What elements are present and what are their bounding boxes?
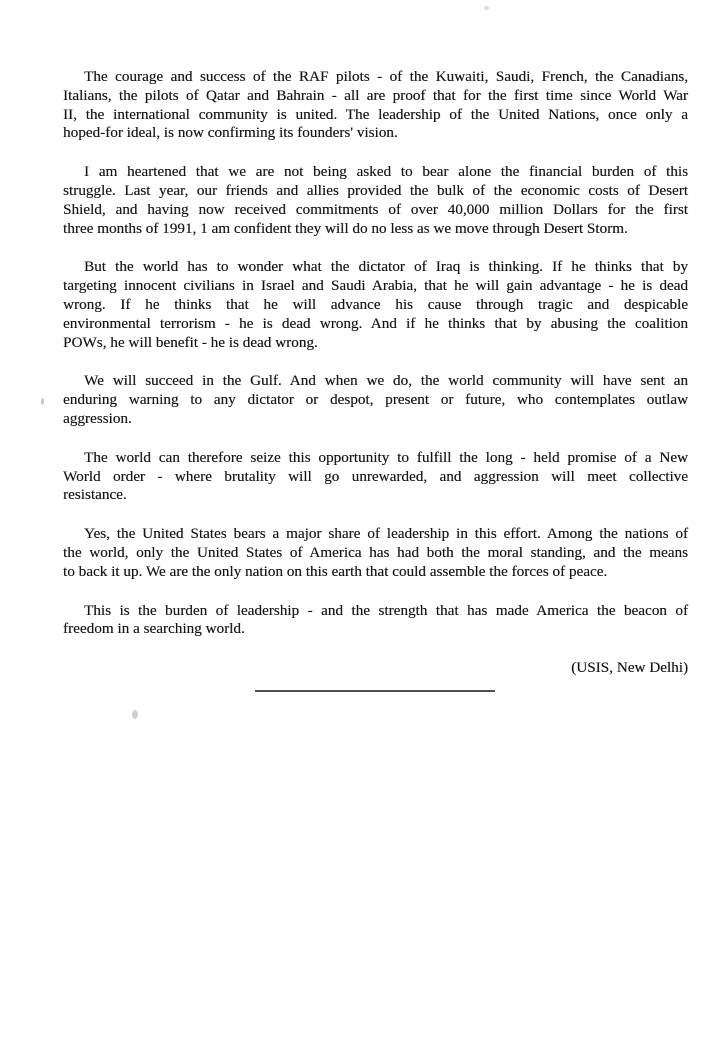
text-line: to back it up. We are the only nation on this earth that could assemble the forces of peace. (63, 562, 608, 580)
text-line: hoped-for ideal, is now confirming its founders' vision. (63, 124, 398, 142)
text-line: But the world has to wonder what the dictator of Iraq is thinking. If he thinks that by (84, 258, 688, 276)
paragraph-6 (63, 525, 688, 581)
text-line: struggle. Last year, our friends and allies provided the bulk of the economic costs of Desert (63, 181, 688, 199)
text-line: wrong. If he thinks that he will advance his cause through tragic and despicable (63, 295, 688, 313)
paragraph-7 (63, 602, 688, 640)
text-line: I am heartened that we are not being asked to bear alone the financial burden of this (84, 163, 688, 181)
text-line: aggression. (63, 409, 132, 427)
text-line: resistance. (63, 486, 127, 504)
text-block (63, 68, 688, 692)
paragraph-1 (63, 68, 688, 143)
scan-speck-top (484, 6, 489, 10)
text-line: enduring warning to any dictator or despot, present or future, who contemplates outlaw (63, 391, 688, 409)
text-line: The world can therefore seize this opportunity to fulfill the long - held promise of a New (84, 448, 688, 466)
text-line: three months of 1991, 1 am confident they will do no less as we move through Desert Storm. (63, 219, 628, 237)
text-line: II, the international community is united. The leadership of the United Nations, once only a (63, 105, 688, 123)
attribution: (USIS, New Delhi) (571, 659, 688, 677)
text-line: This is the burden of leadership - and the strength that has made America the beacon of (84, 601, 688, 619)
text-line: The courage and success of the RAF pilots - of the Kuwaiti, Saudi, French, the Canadians, (84, 68, 688, 85)
text-line: environmental terrorism - he is dead wrong. And if he thinks that by abusing the coalition (63, 314, 688, 332)
text-line: freedom in a searching world. (63, 620, 245, 638)
text-line: POWs, he will benefit - he is dead wrong. (63, 333, 318, 351)
text-line: Shield, and having now received commitments of over 40,000 million Dollars for the first (63, 200, 688, 218)
scan-speck-margin (41, 398, 44, 405)
text-line: targeting innocent civilians in Israel and Saudi Arabia, that he will gain advantage - he is dead (63, 277, 688, 295)
paragraph-3 (63, 258, 688, 352)
text-line: We will succeed in the Gulf. And when we do, the world community will have sent an (84, 372, 688, 390)
text-line: Yes, the United States bears a major share of leadership in this effort. Among the nations of (84, 525, 688, 543)
paragraph-4 (63, 372, 688, 428)
paragraph-2 (63, 163, 688, 238)
text-line: World order - where brutality will go unrewarded, and aggression will meet collective (63, 467, 688, 485)
text-line: Italians, the pilots of Qatar and Bahrain - all are proof that for the first time since World War (63, 86, 688, 104)
divider-line (255, 690, 495, 692)
text-line: the world, only the United States of America has had both the moral standing, and the means (63, 543, 688, 561)
paragraph-5 (63, 449, 688, 505)
scan-speck-bottom (132, 710, 138, 719)
